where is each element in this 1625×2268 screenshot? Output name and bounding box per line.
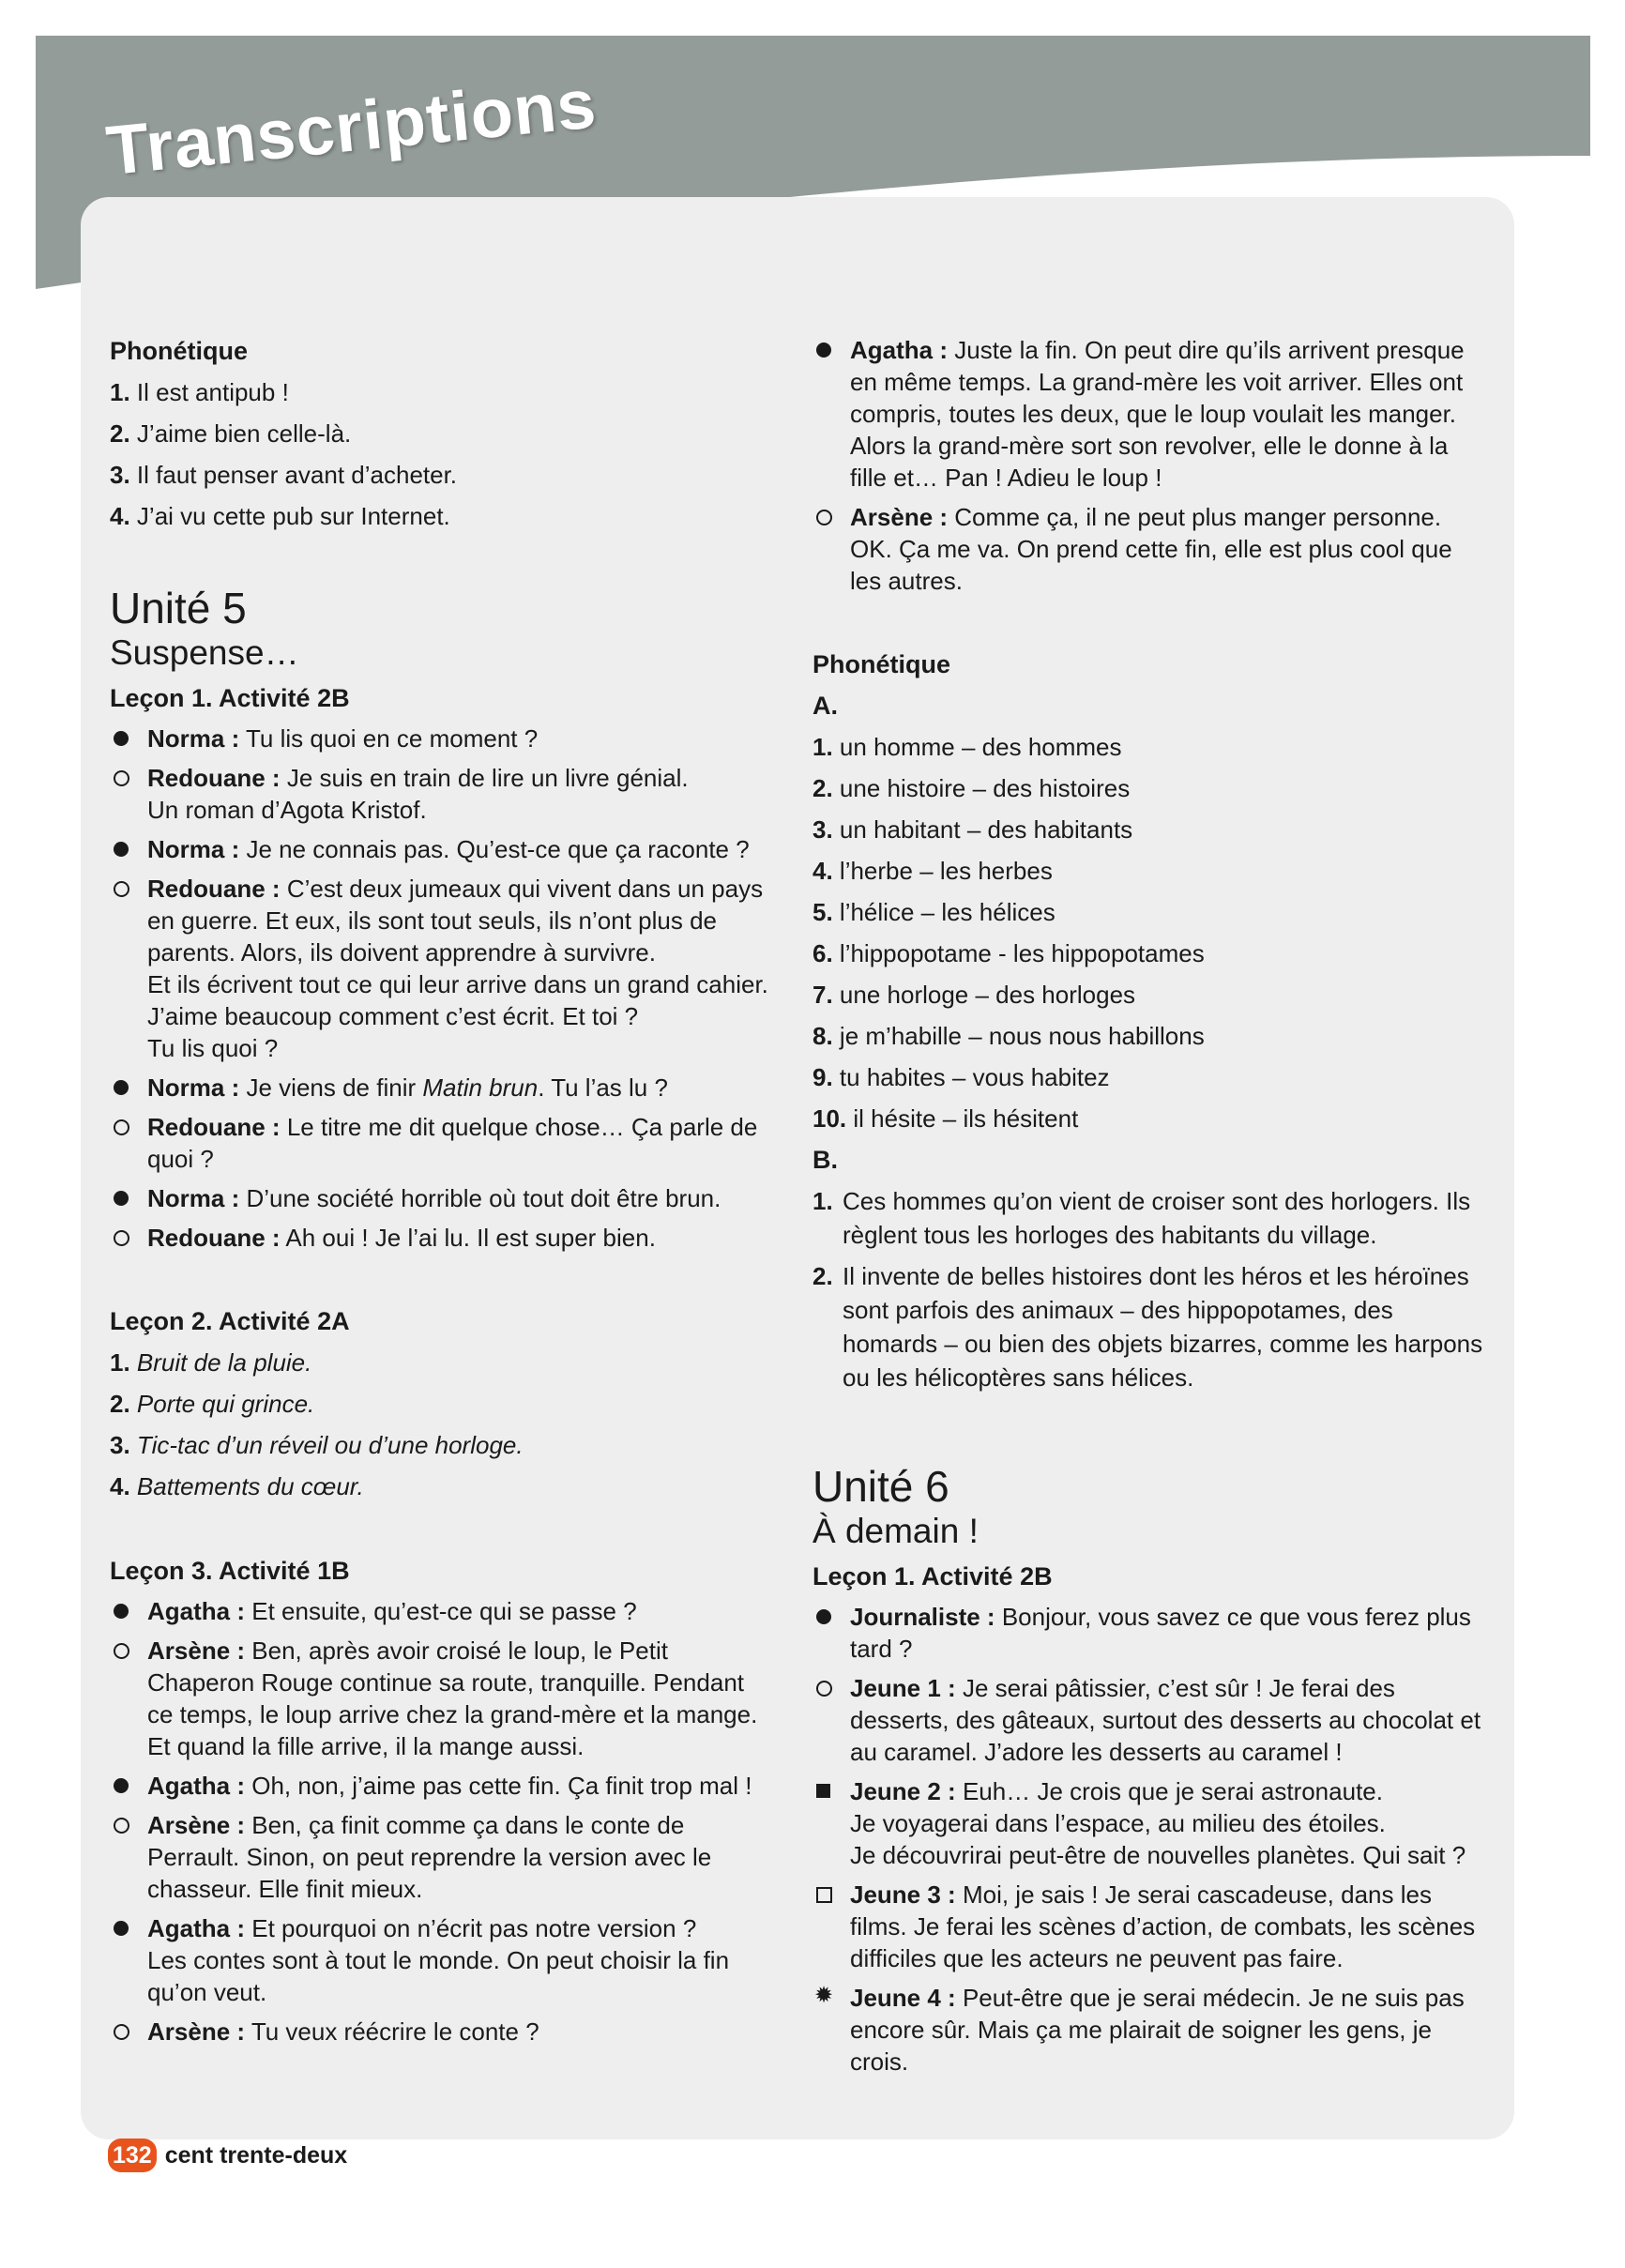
unit-5-subtitle: Suspense… [110,633,299,672]
dialogue-line: Norma : Je viens de finir Matin brun. Tu l’as lu ? [110,1072,776,1104]
bullet-circle-icon [114,1818,129,1834]
page-number-words: cent trente-deux [164,2141,348,2169]
bullet-circle-icon [816,1681,832,1697]
list-item: 2. J’aime bien celle-là. [110,419,352,448]
bullet-circle-icon [816,510,832,525]
list-item: 1. Bruit de la pluie. [110,1348,312,1377]
list-item: 7. une horloge – des horloges [812,981,1136,1009]
bullet-dot-icon [114,842,129,857]
dialogue-line: Arsène : Ben, après avoir croisé le loup, le Petit Chaperon Rouge continue sa route, tranquille. Pendant ce temps, le loup arrive chez la grand-mère et la mange. Et quand la fille arrive, il la mange aussi. [110,1635,776,1762]
list-item: 9. tu habites – vous habitez [812,1063,1110,1091]
bullet-circle-icon [114,770,129,786]
list-item: 3. Il faut penser avant d’acheter. [110,461,458,489]
left-column [110,334,776,2055]
bullet-circle-icon [114,1643,129,1659]
list-item: 1. Il est antipub ! [110,378,289,406]
bullet-dot-icon [114,1778,129,1793]
bullet-circle-icon [114,1119,129,1135]
dialogue-line: Norma : Tu lis quoi en ce moment ? [110,723,776,754]
unit-6-title: Unité 6 [812,1462,949,1511]
lesson-2-heading: Leçon 2. Activité 2A [110,1307,350,1335]
dialogue-line: Redouane : Ah oui ! Je l’ai lu. Il est super bien. [110,1222,776,1254]
bullet-dot-icon [114,731,129,746]
bullet-circle-icon [114,881,129,897]
list-item: 2. une histoire – des histoires [812,774,1131,802]
list-item: 3. un habitant – des habitants [812,815,1133,844]
dialogue-lesson-3 [110,1595,776,2047]
bullet-star-icon: ✹ [814,1983,834,2008]
unit-5-title: Unité 5 [110,584,247,632]
dialogue-line: Norma : D’une société horrible où tout doit être brun. [110,1182,776,1214]
lesson-2-list [110,1346,776,1503]
dialogue-continued [812,334,1488,597]
bullet-dot-icon [816,342,831,358]
dialogue-line: Jeune 2 : Euh… Je crois que je serai astronaute. Je voyagerai dans l’espace, au milieu des étoiles. Je découvrirai peut-être de nouvelles planètes. Qui sait ? [812,1775,1488,1871]
dialogue-line: Arsène : Comme ça, il ne peut plus manger personne. OK. Ça me va. On prend cette fin, elle est plus cool que les autres. [812,501,1488,597]
dialogue-line: Agatha : Juste la fin. On peut dire qu’ils arrivent presque en même temps. La grand-mère les voit arriver. Elles ont compris, toutes les deux, que le loup voulait les manger. Alors la grand-mère sort son revolver, elle le donne à la fille et… Pan ! Adieu le loup ! [812,334,1488,494]
list-item: 4. Battements du cœur. [110,1472,364,1500]
list-item: 8. je m’habille – nous nous habillons [812,1022,1205,1050]
lesson-1-heading: Leçon 1. Activité 2B [110,684,350,712]
dialogue-lesson-1 [110,723,776,1254]
bullet-dot-icon [816,1609,831,1624]
phonetique-a-list [812,730,1488,1135]
list-item: 4. J’ai vu cette pub sur Internet. [110,502,450,530]
dialogue-line: Agatha : Et ensuite, qu’est-ce qui se passe ? [110,1595,776,1627]
lesson-1-heading: Leçon 1. Activité 2B [812,1562,1053,1591]
dialogue-line: Arsène : Tu veux réécrire le conte ? [110,2016,776,2047]
phonetique-b-list [812,1184,1488,1394]
dialogue-line: Journaliste : Bonjour, vous savez ce que vous ferez plus tard ? [812,1601,1488,1665]
list-item: 1. un homme – des hommes [812,733,1122,761]
dialogue-line: Agatha : Et pourquoi on n’écrit pas notre version ? Les contes sont à tout le monde. On peut choisir la fin qu’on veut. [110,1912,776,2008]
bullet-square-outline-icon [816,1887,832,1903]
bullet-dot-icon [114,1080,129,1095]
section-label-a: A. [812,692,838,720]
section-label-b: B. [812,1146,838,1174]
page-number-badge: 132 [108,2139,157,2172]
list-item: 5. l’hélice – les hélices [812,898,1055,926]
phonetique-heading: Phonétique [812,650,950,678]
bullet-circle-icon [114,1230,129,1246]
list-item: 1. Ces hommes qu’on vient de croiser sont des horlogers. Ils règlent tous les horloges des habitants du village. [812,1187,1471,1249]
list-item: 4. l’herbe – les herbes [812,857,1053,885]
list-item: 6. l’hippopotame - les hippopotames [812,939,1205,967]
dialogue-line: Agatha : Oh, non, j’aime pas cette fin. Ça finit trop mal ! [110,1770,776,1802]
dialogue-unit-6 [812,1601,1488,2078]
lesson-3-heading: Leçon 3. Activité 1B [110,1557,350,1585]
bullet-circle-icon [114,2024,129,2040]
bullet-dot-icon [114,1191,129,1206]
unit-6-subtitle: À demain ! [812,1512,979,1550]
page-footer [108,2137,347,2174]
right-column [812,334,1488,2085]
bullet-square-icon [816,1784,830,1798]
dialogue-line: Arsène : Ben, ça finit comme ça dans le conte de Perrault. Sinon, on peut reprendre la version avec le chasseur. Elle finit mieux. [110,1809,776,1905]
page-title: Transcriptions [102,64,600,190]
dialogue-line: Redouane : Le titre me dit quelque chose… Ça parle de quoi ? [110,1111,776,1175]
dialogue-line: Redouane : C’est deux jumeaux qui vivent dans un pays en guerre. Et eux, ils sont tout seuls, ils n’ont plus de parents. Alors, ils doivent apprendre à survivre. Et ils écrivent tout ce qui leur arrive dans un grand cahier. J’aime beaucoup comment c’est écrit. Et toi ? Tu lis quoi ? [110,873,776,1064]
dialogue-line: Jeune 3 : Moi, je sais ! Je serai cascadeuse, dans les films. Je ferai les scènes d’action, de combats, les scènes difficiles que les acteurs ne peuvent pas faire. [812,1879,1488,1974]
bullet-dot-icon [114,1921,129,1936]
bullet-dot-icon [114,1604,129,1619]
list-item: 10. il hésite – ils hésitent [812,1104,1079,1133]
list-item: 2. Il invente de belles histoires dont les héros et les héroïnes sont parfois des animaux – des hippopotames, des homards – ou bien des objets bizarres, comme les harpons ou les hélicoptères sans hélices. [812,1262,1483,1392]
phonetique-list [110,375,776,533]
list-item: 3. Tic-tac d’un réveil ou d’une horloge. [110,1431,524,1459]
phonetique-heading: Phonétique [110,337,248,365]
dialogue-line: Norma : Je ne connais pas. Qu’est-ce que ça raconte ? [110,833,776,865]
dialogue-line: Jeune 1 : Je serai pâtissier, c’est sûr ! Je ferai des desserts, des gâteaux, surtout des desserts au chocolat et au caramel. J’adore les desserts au caramel ! [812,1672,1488,1768]
dialogue-line: Redouane : Je suis en train de lire un livre génial. Un roman d’Agota Kristof. [110,762,776,826]
list-item: 2. Porte qui grince. [110,1390,315,1418]
dialogue-line: ✹ Jeune 4 : Peut-être que je serai médecin. Je ne suis pas encore sûr. Mais ça me plairait de soigner les gens, je crois. [814,1983,1465,2076]
